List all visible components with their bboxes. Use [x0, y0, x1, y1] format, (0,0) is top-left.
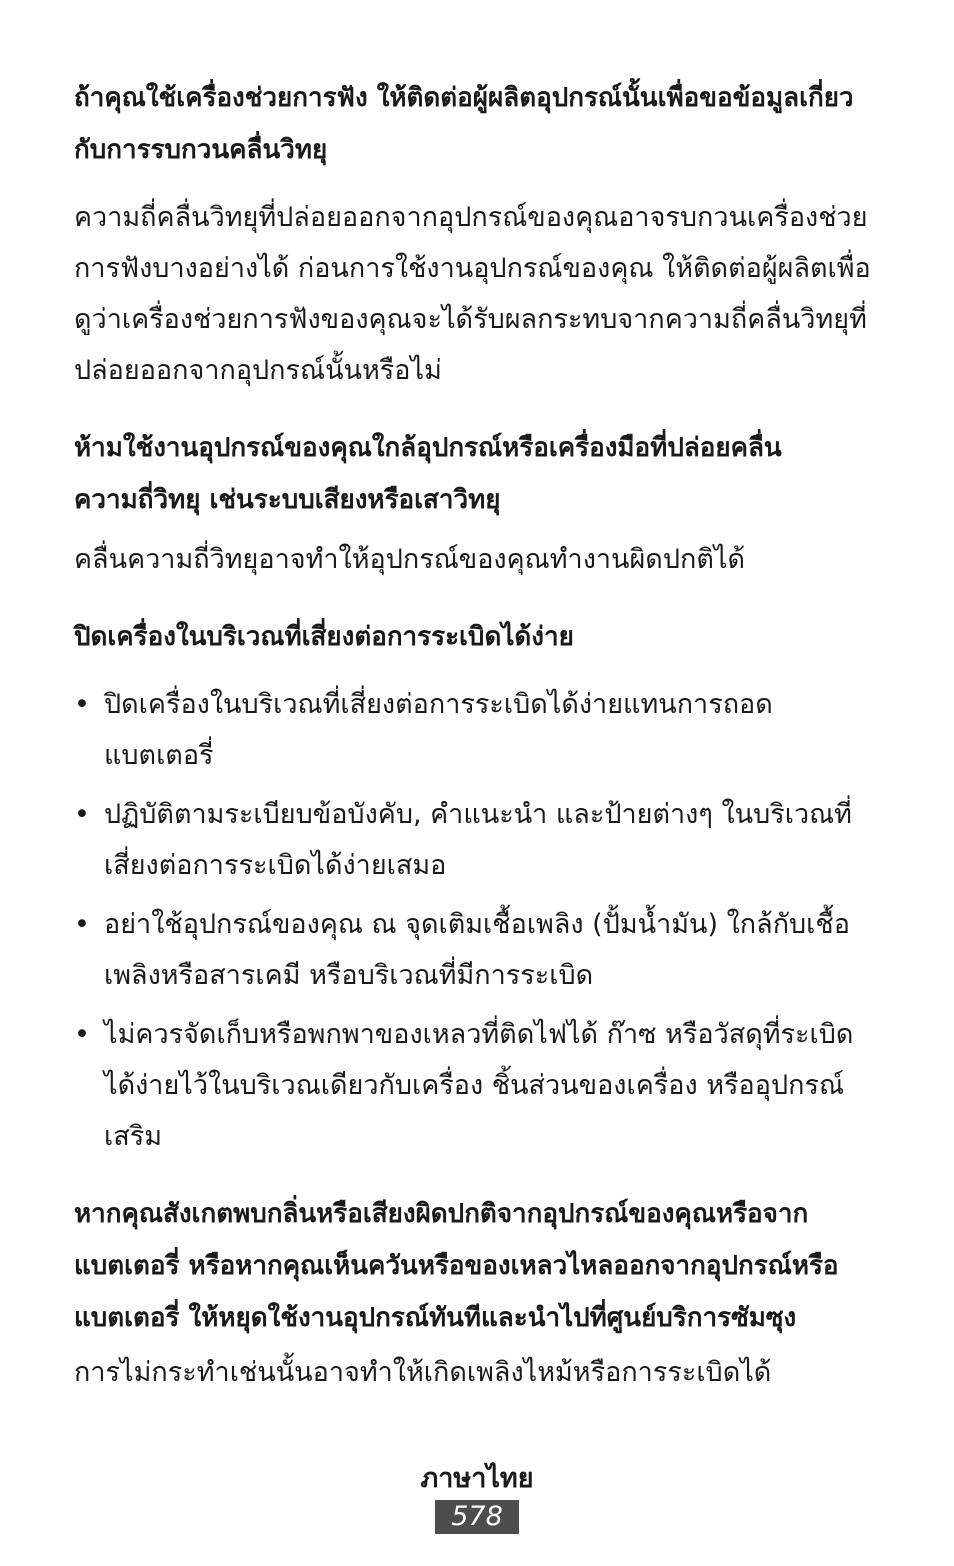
section-4-body: การไม่กระทำเช่นนั้นอาจทำให้เกิดเพลิงไหม้หรือการระเบิดได้	[74, 1357, 772, 1388]
page-footer	[0, 1458, 954, 1534]
list-item-text: ปฏิบัติตามระเบียบข้อบังคับ, คำแนะนำ และป้ายต่างๆ ในบริเวณที่เสี่ยงต่อการระเบิดได้ง่ายเสมอ	[104, 799, 852, 881]
bullet-icon: •	[74, 689, 90, 720]
section-1-heading: ถ้าคุณใช้เครื่องช่วยการฟัง ให้ติดต่อผู้ผลิตอุปกรณ์นั้นเพื่อขอข้อมูลเกี่ยวกับการรบกวนคลื่นวิทยุ	[74, 83, 854, 165]
list-item	[74, 789, 880, 891]
section-3-heading: ปิดเครื่องในบริเวณที่เสี่ยงต่อการระเบิดได้ง่าย	[74, 622, 574, 652]
list-item-text: ปิดเครื่องในบริเวณที่เสี่ยงต่อการระเบิดได้ง่ายแทนการถอดแบตเตอรี่	[104, 689, 773, 771]
section-2-heading: ห้ามใช้งานอุปกรณ์ของคุณใกล้อุปกรณ์หรือเครื่องมือที่ปล่อยคลื่นความถี่วิทยุ เช่นระบบเสียงหรือเสาวิทยุ	[74, 433, 782, 515]
page-number-badge: 578	[435, 1500, 519, 1534]
page-content	[74, 72, 880, 1398]
list-item-text: อย่าใช้อุปกรณ์ของคุณ ณ จุดเติมเชื้อเพลิง (ปั้มน้ำมัน) ใกล้กับเชื้อเพลิงหรือสารเคมี หรือบริเวณที่มีการระเบิด	[104, 909, 850, 991]
bullet-icon: •	[74, 909, 90, 940]
list-item-text: ไม่ควรจัดเก็บหรือพกพาของเหลวที่ติดไฟได้ ก๊าซ หรือวัสดุที่ระเบิดได้ง่ายไว้ในบริเวณเดียวกับเครื่อง ชิ้นส่วนของเครื่อง หรืออุปกรณ์เสริม	[104, 1019, 854, 1152]
section-2-body: คลื่นความถี่วิทยุอาจทำให้อุปกรณ์ของคุณทำงานผิดปกติได้	[74, 544, 745, 575]
section-4-heading: หากคุณสังเกตพบกลิ่นหรือเสียงผิดปกติจากอุปกรณ์ของคุณหรือจากแบตเตอรี่ หรือหากคุณเห็นควันหรือของเหลวไหลออกจากอุปกรณ์หรือแบตเตอรี่ ให้หยุดใช้งานอุปกรณ์ทันทีและนำไปที่ศูนย์บริการซัมซุง	[74, 1199, 839, 1333]
list-item	[74, 899, 880, 1001]
section-1-body: ความถี่คลื่นวิทยุที่ปล่อยออกจากอุปกรณ์ของคุณอาจรบกวนเครื่องช่วยการฟังบางอย่างได้ ก่อนการใช้งานอุปกรณ์ของคุณ ให้ติดต่อผู้ผลิตเพื่อดูว่าเครื่องช่วยการฟังของคุณจะได้รับผลกระทบจากความถี่คลื่นวิทยุที่ปล่อยออกจากอุปกรณ์นั้นหรือไม่	[74, 202, 871, 386]
footer-language-label: ภาษาไทย	[420, 1463, 534, 1494]
list-item	[74, 679, 880, 781]
bullet-icon: •	[74, 1019, 90, 1050]
list-item	[74, 1009, 880, 1162]
bullet-list	[74, 679, 880, 1162]
bullet-icon: •	[74, 799, 90, 830]
